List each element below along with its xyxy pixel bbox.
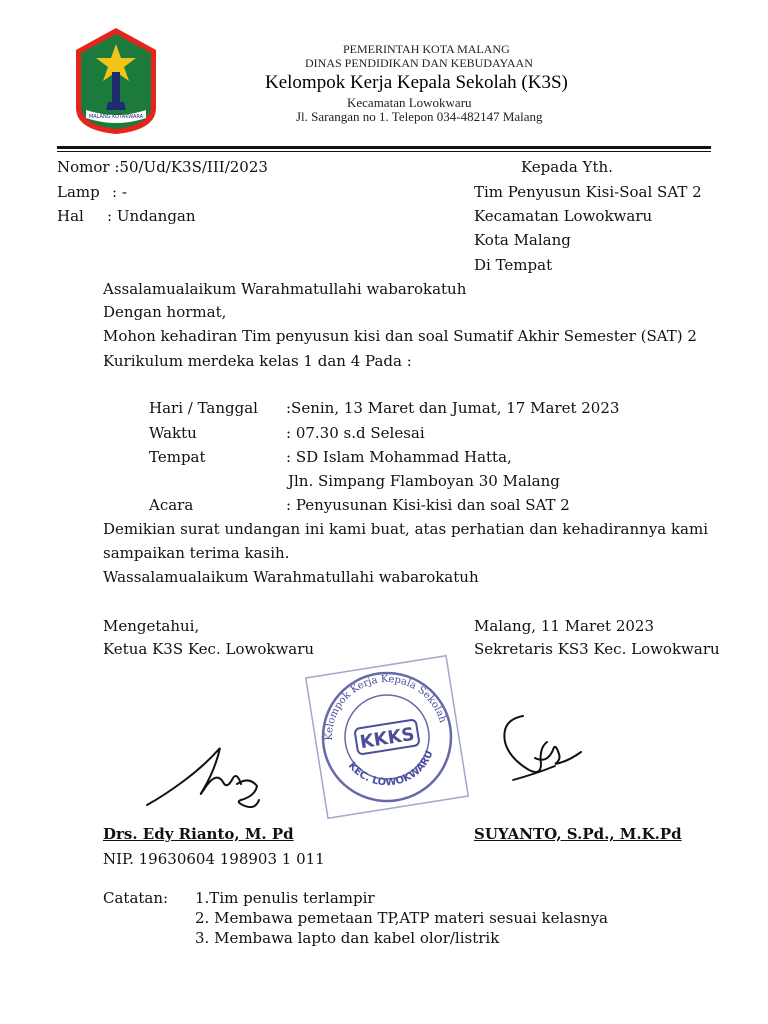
stamp-ring-bottom: KEC. LOWOKWARU xyxy=(345,749,436,789)
opening: Dengan hormat, xyxy=(103,303,227,321)
para1-line1: Mohon kehadiran Tim penyusun kisi dan soal Sumatif Akhir Semester (SAT) 2 xyxy=(103,327,697,345)
notes-item2: 2. Membawa pemetaan TP,ATP materi sesuai kelasnya xyxy=(195,909,608,927)
recipient-line5: Di Tempat xyxy=(474,256,553,274)
nomor-label: Nomor : xyxy=(57,158,120,176)
closing-line2: sampaikan terima kasih. xyxy=(103,544,290,562)
right-date: Malang, 11 Maret 2023 xyxy=(474,617,655,635)
right-signature xyxy=(495,708,585,783)
left-role: Ketua K3S Kec. Lowokwaru xyxy=(103,640,315,658)
meta-nomor xyxy=(57,158,268,176)
tempat-value1: : SD Islam Mohammad Hatta, xyxy=(286,448,512,466)
left-signature xyxy=(145,740,275,815)
lamp-value: : - xyxy=(112,183,127,201)
header-address: Jl. Sarangan no 1. Telepon 034-482147 Malang xyxy=(296,109,543,124)
city-logo xyxy=(74,26,158,136)
stamp-center: KKKS xyxy=(358,723,416,754)
header-title: Kelompok Kerja Kepala Sekolah (K3S) xyxy=(265,72,568,93)
closing-line1: Demikian surat undangan ini kami buat, atas perhatian dan kehadirannya kami xyxy=(103,520,709,538)
acara-label: Acara xyxy=(149,496,194,514)
waktu-value: : 07.30 s.d Selesai xyxy=(286,424,425,442)
left-nip: NIP. 19630604 198903 1 011 xyxy=(103,850,325,868)
recipient-line3: Kecamatan Lowokwaru xyxy=(474,207,653,225)
hari-label: Hari / Tanggal xyxy=(149,399,258,417)
notes-label: Catatan: xyxy=(103,889,169,907)
recipient-line4: Kota Malang xyxy=(474,231,571,249)
closing-line3: Wassalamualaikum Warahmatullahi wabarokatuh xyxy=(103,568,479,586)
lamp-label: Lamp xyxy=(57,183,100,201)
left-label: Mengetahui, xyxy=(103,617,200,635)
greeting: Assalamualaikum Warahmatullahi wabarokatuh xyxy=(103,280,467,298)
hal-label: Hal xyxy=(57,207,84,225)
stamp-ring-top: Kelompok Kerja Kepala Sekolah xyxy=(323,673,448,741)
header-rule-thin xyxy=(57,151,711,152)
tempat-value2: Jln. Simpang Flamboyan 30 Malang xyxy=(288,472,560,490)
recipient-line2: Tim Penyusun Kisi-Soal SAT 2 xyxy=(474,183,702,201)
header-rule-thick xyxy=(57,146,711,149)
hal-value: : Undangan xyxy=(107,207,196,225)
recipient-line1: Kepada Yth. xyxy=(521,158,613,176)
acara-value: : Penyusunan Kisi-kisi dan soal SAT 2 xyxy=(286,496,570,514)
left-name xyxy=(103,825,318,843)
nomor-value: 50/Ud/K3S/III/2023 xyxy=(119,158,268,176)
official-stamp xyxy=(301,651,473,823)
header-line2: DINAS PENDIDIKAN DAN KEBUDAYAAN xyxy=(305,56,533,70)
left-name-text: Drs. Edy Rianto, M. Pd xyxy=(103,825,294,843)
header-line1: PEMERINTAH KOTA MALANG xyxy=(343,42,510,56)
para1-line2: Kurikulum merdeka kelas 1 dan 4 Pada : xyxy=(103,352,412,370)
waktu-label: Waktu xyxy=(149,424,197,442)
right-name: SUYANTO, S.Pd., M.K.Pd xyxy=(474,825,682,843)
right-role: Sekretaris KS3 Kec. Lowokwaru xyxy=(474,640,720,658)
hari-value: :Senin, 13 Maret dan Jumat, 17 Maret 2023 xyxy=(286,399,620,417)
logo-text: MALANG KOTAKWARA xyxy=(88,114,144,120)
header-subtitle: Kecamatan Lowokwaru xyxy=(347,95,472,110)
notes-item3: 3. Membawa lapto dan kabel olor/listrik xyxy=(195,929,500,947)
tempat-label: Tempat xyxy=(149,448,206,466)
notes-item1: 1.Tim penulis terlampir xyxy=(195,889,375,907)
